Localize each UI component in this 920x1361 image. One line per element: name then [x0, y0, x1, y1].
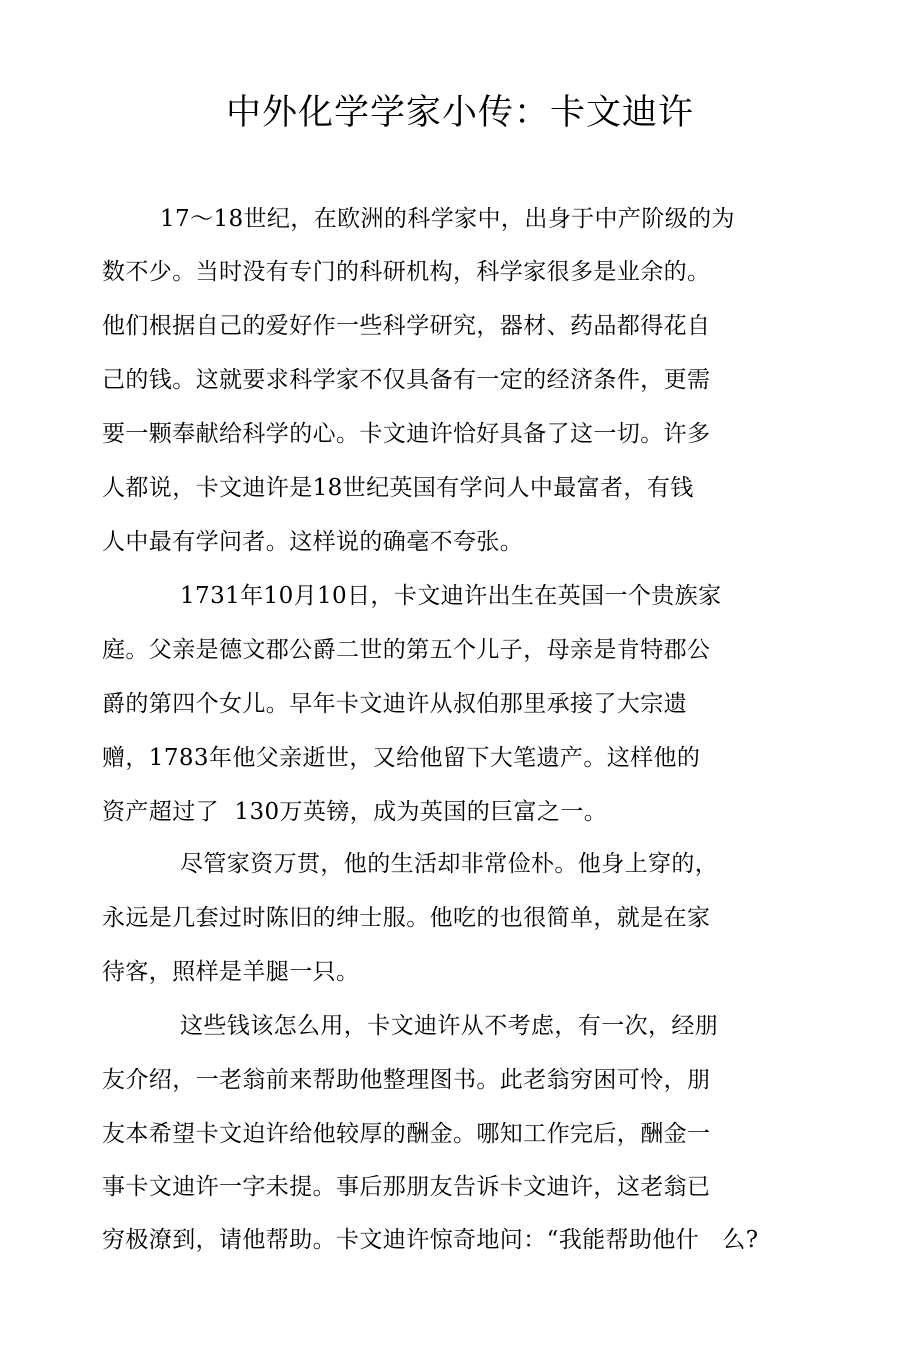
page-title: 中外化学学家小传：卡文迪许: [225, 93, 694, 133]
paragraph-2-line-1: 1731年10月10日，卡文迪许出生在英国一个贵族家: [180, 583, 722, 609]
paragraph-1-line-5: 要一颗奉献给科学的心。卡文迪许恰好具备了这一切。许多: [102, 421, 711, 447]
paragraph-1-line-1: 17～18世纪，在欧洲的科学家中，出身于中产阶级的为: [160, 206, 735, 232]
paragraph-3-line-2: 永远是几套过时陈旧的绅士服。他吃的也很简单，就是在家: [102, 905, 711, 931]
paragraph-1-line-4: 己的钱。这就要求科学家不仅具备有一定的经济条件，更需: [102, 367, 711, 393]
paragraph-2-line-2: 庭。父亲是德文郡公爵二世的第五个儿子，母亲是肯特郡公: [102, 637, 711, 663]
paragraph-4-line-1: 这些钱该怎么用，卡文迪许从不考虑，有一次，经朋: [180, 1013, 719, 1039]
paragraph-1-line-7: 人中最有学问者。这样说的确毫不夸张。: [102, 529, 524, 555]
paragraph-4-line-4: 事卡文迪许一字未提。事后那朋友告诉卡文迪许，这老翁已: [102, 1174, 711, 1200]
paragraph-1-line-3: 他们根据自己的爱好作一些科学研究，器材、药品都得花自: [102, 313, 711, 339]
paragraph-4-line-3: 友本希望卡文迫许给他较厚的酬金。哪知工作完后，酬金一: [102, 1121, 711, 1147]
paragraph-3-line-1: 尽管家资万贯，他的生活却非常俭朴。他身上穿的，: [180, 851, 719, 877]
paragraph-3-line-3: 待客，照样是羊腿一只。: [102, 959, 360, 985]
paragraph-1-line-2: 数不少。当时没有专门的科研机构，科学家很多是业余的。: [102, 259, 711, 285]
paragraph-2-line-3: 爵的第四个女儿。早年卡文迪许从叔伯那里承接了大宗遗: [102, 691, 687, 717]
paragraph-2-line-4: 赠，1783年他父亲逝世，又给他留下大笔遗产。这样他的: [102, 745, 701, 771]
paragraph-4-line-5: 穷极潦到，请他帮助。卡文迪许惊奇地问：“我能帮助他什 么?: [102, 1227, 759, 1253]
paragraph-2-line-5: 资产超过了 130万英镑，成为英国的巨富之一。: [102, 799, 608, 825]
paragraph-1-line-6: 人都说，卡文迪许是18世纪英国有学问人中最富者，有钱: [102, 475, 694, 501]
paragraph-4-line-2: 友介绍，一老翁前来帮助他整理图书。此老翁穷困可怜，朋: [102, 1067, 711, 1093]
